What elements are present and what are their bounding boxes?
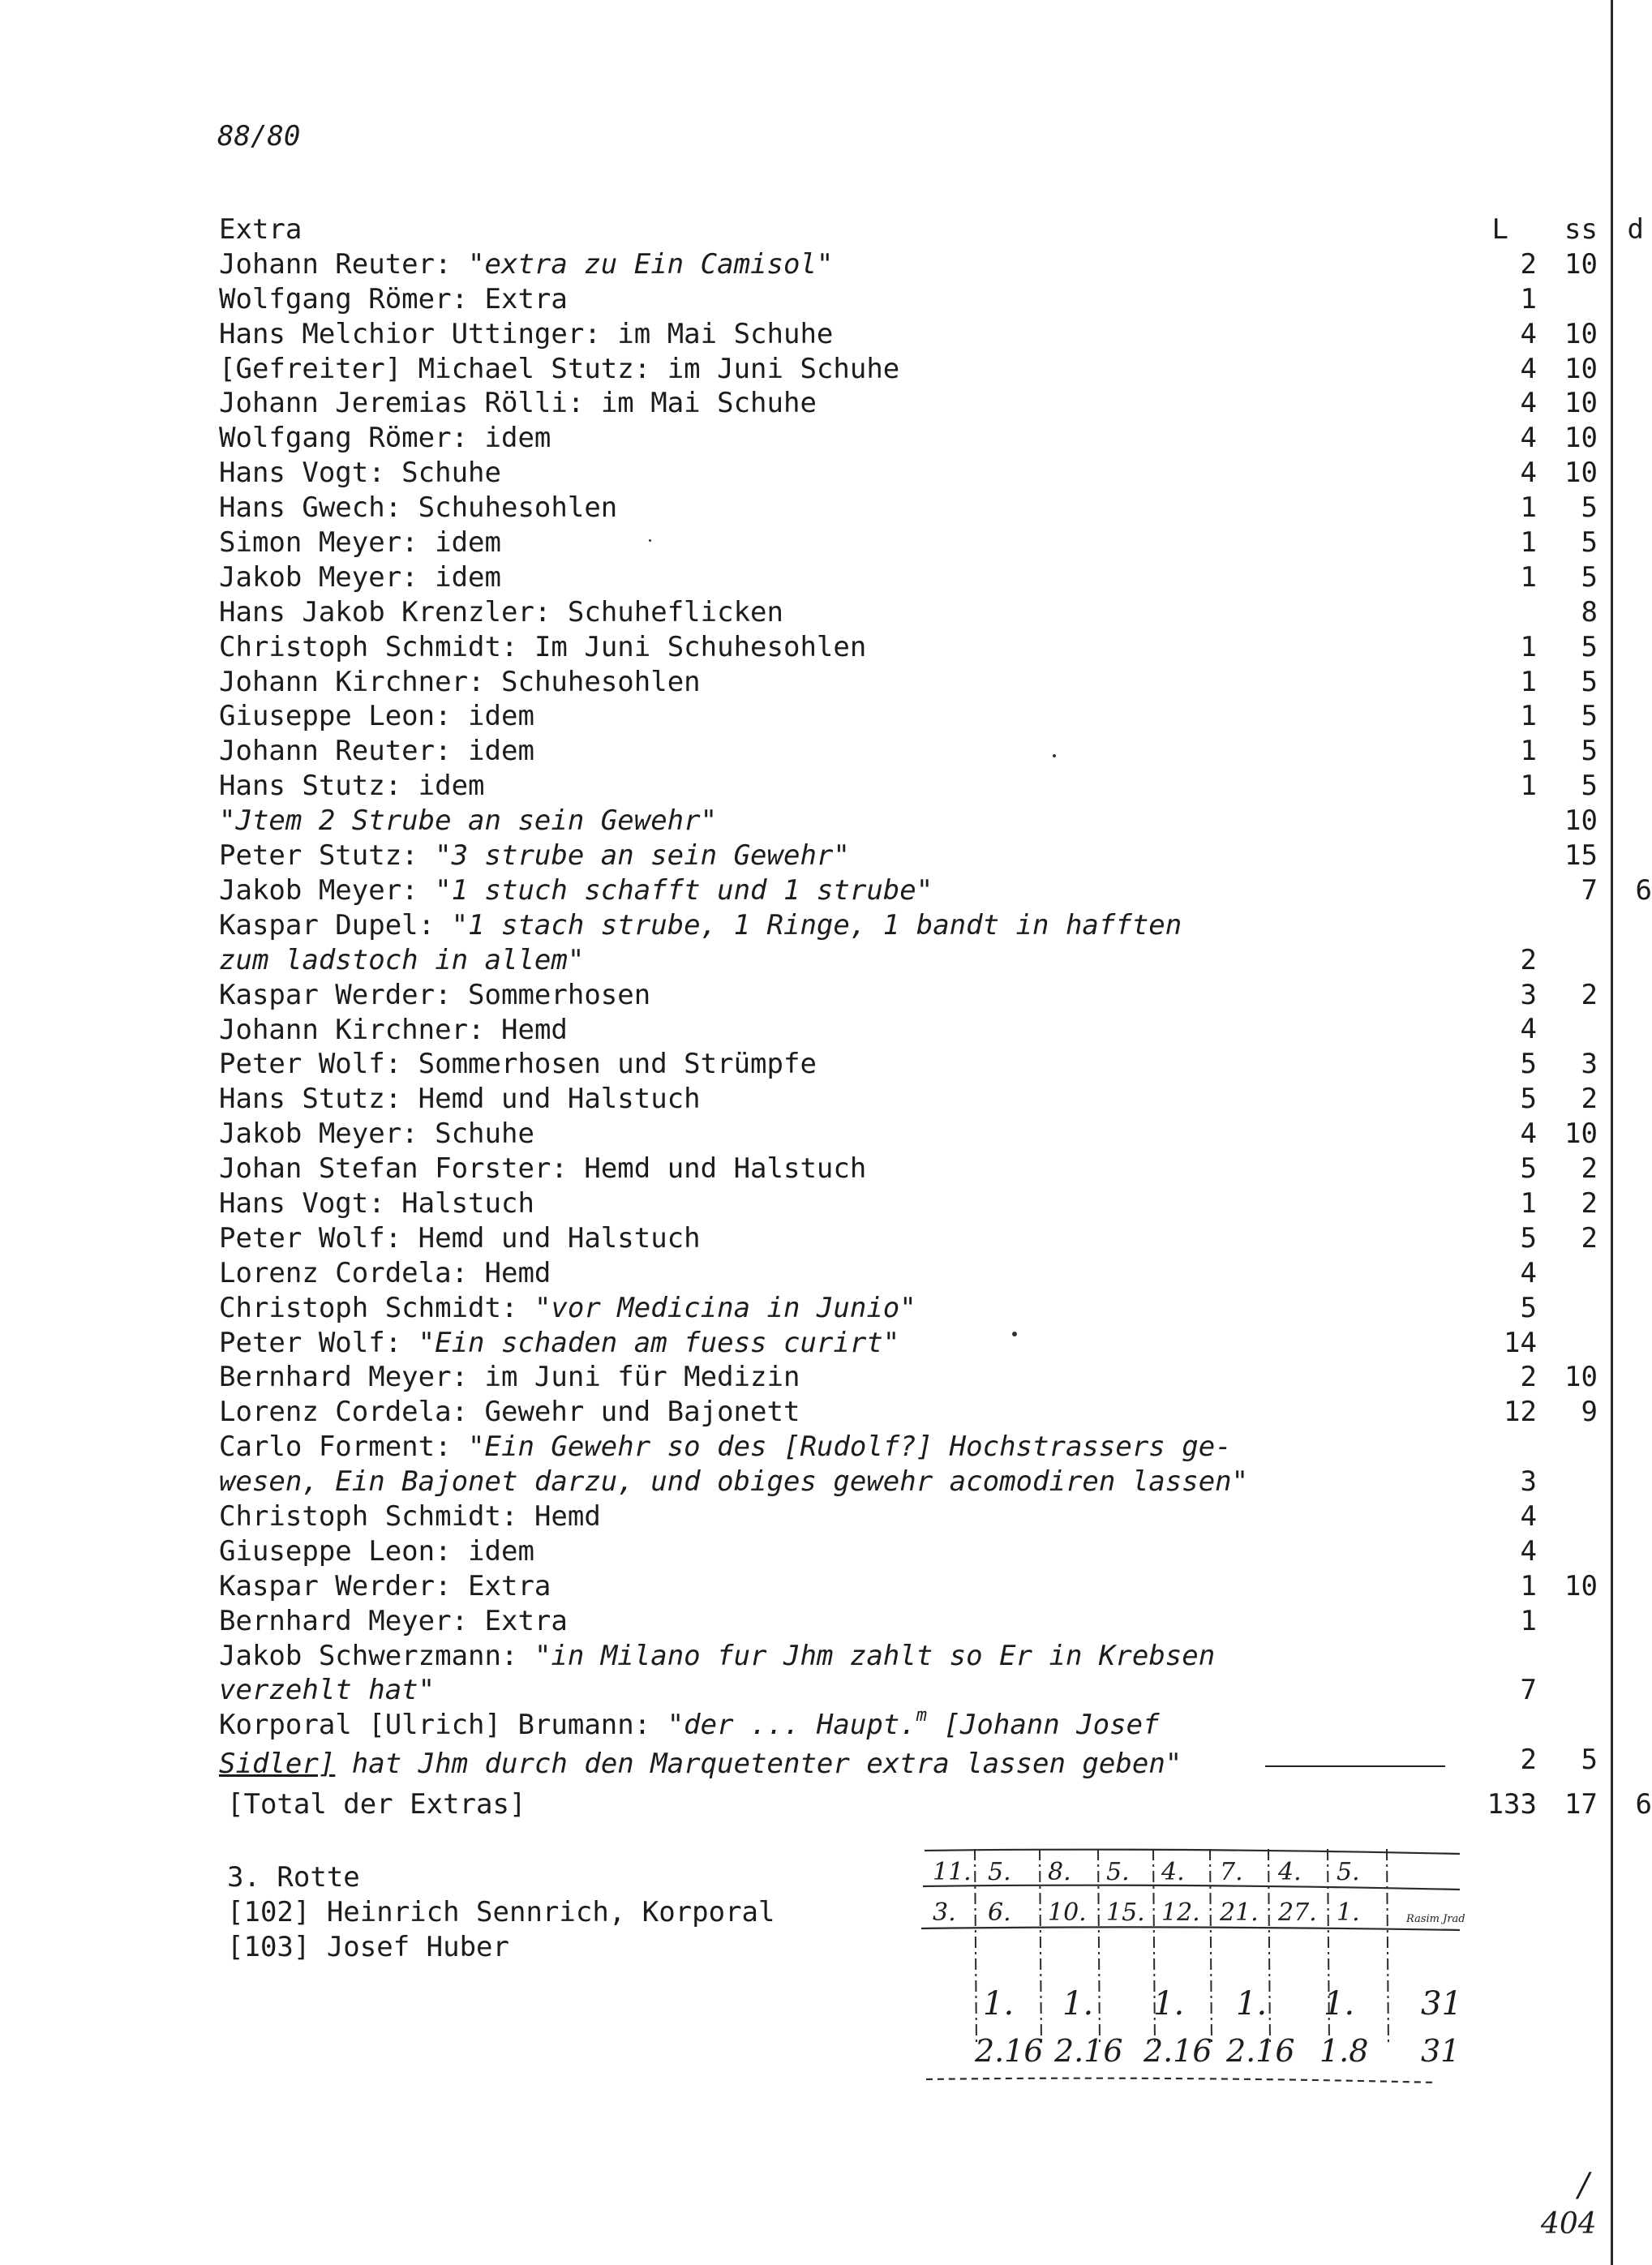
row-person: Carlo Forment:: [219, 1431, 469, 1464]
row-item: Extra: [484, 282, 568, 315]
row-description: [219, 769, 1265, 804]
table-row: [219, 421, 1598, 456]
amount-L: 1: [1520, 560, 1537, 594]
amount-ss: 8: [1581, 595, 1598, 628]
snippet-entry: 2.16: [1144, 2033, 1212, 2069]
amount-ss: 9: [1581, 1396, 1598, 1429]
header-extra: Extra: [219, 213, 303, 246]
row-description: [219, 1604, 1265, 1639]
row-item: Hemd und Halstuch: [418, 1221, 701, 1255]
footer-check-mark: /: [1578, 2167, 1590, 2204]
row-person: Hans Jakob Krenzler:: [219, 595, 568, 628]
row-description: [219, 804, 1265, 839]
snippet-entry: 1.: [1062, 1985, 1094, 2023]
row-person: Hans Stutz:: [219, 1083, 418, 1116]
amount-ss: 10: [1564, 1569, 1598, 1602]
amount-ss: 2: [1581, 1186, 1598, 1220]
row-person: Giuseppe Leon:: [219, 700, 469, 733]
row-description: [219, 491, 1265, 525]
rotte-section: [227, 1860, 775, 1965]
snippet-entry: 1.8: [1319, 2033, 1369, 2069]
row-item: idem: [468, 735, 534, 768]
snippet-entry: 1.: [1153, 1985, 1185, 2023]
table-row: [219, 665, 1598, 700]
row-description: [219, 1117, 1265, 1152]
row-person: Christoph Schmidt:: [219, 1291, 534, 1324]
table-row: [219, 1256, 1537, 1291]
row-person: Johann Kirchner:: [219, 665, 501, 698]
header-L: L: [1491, 212, 1508, 246]
row-item: "1 stuch schafft und 1 strube": [435, 873, 933, 907]
row-item: "1 stach strube, 1 Ringe, 1 bandt in hafften zum ladstoch in allem": [219, 908, 1182, 976]
row-person: Simon Meyer:: [219, 526, 436, 560]
row-person: Johann Reuter:: [219, 735, 469, 768]
snippet-entry: 1.: [983, 1985, 1015, 2023]
row-item: idem: [468, 1534, 534, 1568]
table-header-row: [219, 212, 1644, 247]
row-person: Jakob Meyer:: [219, 1117, 436, 1151]
row-person: Johan Stefan Forster:: [219, 1152, 585, 1186]
total-row: [219, 1787, 1652, 1822]
snippet-corner-label: Rasim Jrad: [1406, 1913, 1465, 1925]
amount-ss: 5: [1581, 770, 1598, 803]
amount-ss: 10: [1564, 804, 1598, 838]
amount-ss: 2: [1581, 978, 1598, 1011]
amount-L: 4: [1520, 457, 1537, 490]
row-item: im Juni für Medizin: [484, 1361, 800, 1394]
amount-ss: 7: [1581, 873, 1598, 907]
row-person: Lorenz Cordela:: [219, 1396, 485, 1429]
table-row: [219, 839, 1598, 873]
amount-L: 1: [1520, 735, 1537, 768]
snippet-entry: 2.16: [1226, 2033, 1295, 2069]
table-row: [219, 1395, 1598, 1430]
row-description: [219, 352, 1265, 387]
snippet-entry: 2.16: [975, 2033, 1044, 2069]
snippet-divider: [975, 1849, 976, 2045]
table-row: [219, 804, 1598, 839]
table-row: [219, 1291, 1537, 1326]
row-person: [Gefreiter] Michael Stutz:: [219, 352, 667, 385]
table-row: [219, 908, 1537, 978]
table-row: [219, 247, 1598, 282]
row-item: idem: [435, 560, 501, 594]
table-row: [219, 525, 1598, 560]
row-description: [219, 1395, 1265, 1430]
table-row: [219, 317, 1598, 352]
table-row: [219, 630, 1598, 665]
rotte-member: [102] Heinrich Sennrich, Korporal: [227, 1896, 775, 1928]
row-description: [219, 1082, 1265, 1117]
row-item: Hemd: [484, 1256, 551, 1289]
row-item: Schuheflicken: [567, 595, 783, 628]
sum-rule: [1265, 1765, 1445, 1767]
table-row: [219, 1499, 1537, 1534]
row-item: im Juni Schuhe: [667, 352, 900, 385]
amount-ss: 15: [1564, 839, 1598, 873]
row-person: Hans Melchior Uttinger:: [219, 317, 618, 350]
amount-ss: 10: [1564, 352, 1598, 385]
table-row: [219, 1117, 1598, 1152]
table-row: [219, 456, 1598, 491]
snippet-entry: 10.: [1048, 1898, 1087, 1927]
row-person: Jakob Meyer:: [219, 873, 436, 907]
amount-L: 4: [1520, 317, 1537, 350]
snippet-bottom-line: [926, 2078, 1437, 2083]
row-item: Schuhesohlen: [501, 665, 701, 698]
amount-ss: 10: [1564, 422, 1598, 455]
row-person: Lorenz Cordela:: [219, 1256, 485, 1289]
snippet-line-3: [921, 1927, 1460, 1930]
amount-L: 1: [1520, 1186, 1537, 1220]
table-body: [219, 247, 1652, 1708]
snippet-divider: [1040, 1849, 1041, 2045]
snippet-entry: 21.: [1220, 1898, 1259, 1927]
amount-L: 2: [1520, 1744, 1537, 1777]
snippet-entry: 2.16: [1054, 2033, 1123, 2069]
ink-speck: [1053, 754, 1056, 757]
table-row: [219, 699, 1598, 734]
table-row: [219, 560, 1598, 595]
amount-L: 4: [1520, 1499, 1537, 1533]
row-person: Peter Wolf:: [219, 1326, 418, 1359]
snippet-divider: [1210, 1849, 1212, 2045]
amount-ss: 5: [1581, 630, 1598, 663]
amount-L: 1: [1520, 526, 1537, 559]
amount-ss: 5: [1581, 735, 1598, 768]
table-row: [219, 1326, 1537, 1361]
row-item: idem: [484, 422, 551, 455]
amount-L: 1: [1520, 1569, 1537, 1602]
amount-L: 4: [1520, 1534, 1537, 1568]
row-item: "Jtem 2 Strube an sein Gewehr": [219, 804, 718, 838]
table-row: [219, 595, 1598, 630]
amount-ss: 10: [1564, 1117, 1598, 1151]
extras-table: [219, 212, 1652, 1781]
row-item: Hemd und Halstuch: [584, 1152, 867, 1186]
footer-page-number: 404: [1541, 2207, 1597, 2241]
row-person: Korporal [Ulrich] Brumann:: [219, 1709, 667, 1742]
row-person: Bernhard Meyer:: [219, 1361, 485, 1394]
row-description: [219, 1291, 1265, 1326]
row-person: Christoph Schmidt:: [219, 1499, 534, 1533]
snippet-entry: 15.: [1106, 1898, 1145, 1927]
table-row: [219, 1639, 1537, 1709]
sidler-underlined: Sidler]: [219, 1748, 336, 1781]
amount-ss: 5: [1581, 1744, 1598, 1777]
snippet-entry: 8.: [1048, 1858, 1071, 1886]
table-row: [219, 491, 1598, 525]
snippet-divider: [1098, 1849, 1100, 2045]
amount-L: 1: [1520, 700, 1537, 733]
amount-ss: 10: [1564, 317, 1598, 350]
row-description: [219, 1569, 1265, 1604]
row-person: Johann Reuter:: [219, 247, 469, 281]
table-row: [219, 873, 1652, 908]
row-description: [219, 560, 1265, 595]
table-row: [219, 282, 1537, 317]
amount-L: 14: [1504, 1326, 1537, 1359]
amount-L: 2: [1520, 247, 1537, 281]
row-description: [219, 1499, 1265, 1534]
snippet-top-line: [925, 1850, 1460, 1854]
amount-ss: 10: [1564, 247, 1598, 281]
amount-L: 2: [1520, 943, 1537, 976]
row-person: Hans Stutz:: [219, 770, 418, 803]
snippet-entry: 7.: [1220, 1858, 1243, 1886]
amount-ss: 5: [1581, 665, 1598, 698]
total-L: 133: [1487, 1788, 1537, 1821]
row-item: "Ein schaden am fuess curirt": [418, 1326, 900, 1359]
amount-L: 1: [1520, 282, 1537, 315]
amount-L: 5: [1520, 1083, 1537, 1116]
row-description: [219, 1152, 1265, 1186]
row-person: Wolfgang Römer:: [219, 282, 485, 315]
amount-ss: 3: [1581, 1048, 1598, 1081]
snippet-entry: 3.: [933, 1898, 956, 1927]
row-description: [219, 421, 1265, 456]
table-row: [219, 1569, 1598, 1604]
row-item: Schuhe: [435, 1117, 534, 1151]
amount-L: 4: [1520, 352, 1537, 385]
row-item: Hemd: [501, 1013, 568, 1046]
page-reference: 88/80: [217, 120, 301, 152]
snippet-divider: [1268, 1849, 1270, 2045]
row-description: [219, 873, 1265, 908]
amount-L: 2: [1520, 1361, 1537, 1394]
amount-ss: 5: [1581, 491, 1598, 525]
row-item: Hemd: [534, 1499, 601, 1533]
table-row: [219, 352, 1598, 387]
row-item: Gewehr und Bajonett: [484, 1396, 800, 1429]
total-ss: 17: [1564, 1788, 1598, 1821]
row-description: [219, 1534, 1265, 1569]
row-item: Schuhe: [401, 457, 501, 490]
ink-speck: [649, 539, 651, 542]
row-item-quote-end: hat Jhm durch den Marquetenter extra lassen geben": [335, 1748, 1182, 1781]
row-description: [219, 386, 1265, 421]
row-description: [219, 1047, 1265, 1082]
table-row: [219, 1186, 1598, 1221]
table-row: [219, 1152, 1598, 1186]
row-description: [219, 665, 1265, 700]
amount-d: 6: [1635, 873, 1652, 907]
row-description: [219, 456, 1265, 491]
amount-L: 1: [1520, 770, 1537, 803]
amount-L: 1: [1520, 665, 1537, 698]
snippet-entry: 1.: [1324, 1985, 1355, 2023]
snippet-entry: 4.: [1278, 1858, 1302, 1886]
row-person: Kaspar Dupel:: [219, 908, 452, 942]
row-description: [219, 1221, 1265, 1256]
table-row: [219, 734, 1598, 769]
row-person: Giuseppe Leon:: [219, 1534, 469, 1568]
snippet-entry: 5.: [988, 1858, 1011, 1886]
amount-ss: 10: [1564, 457, 1598, 490]
amount-ss: 10: [1564, 387, 1598, 420]
snippet-entry: 5.: [1106, 1858, 1130, 1886]
row-description: [219, 1639, 1265, 1709]
amount-L: 1: [1520, 491, 1537, 525]
row-item: Halstuch: [401, 1186, 534, 1220]
page-edge-line: [1611, 0, 1613, 2265]
amount-L: 4: [1520, 1256, 1537, 1289]
total-label: [Total der Extras]: [227, 1788, 526, 1821]
row-description: [219, 630, 1265, 665]
handwritten-ledger-snippet: [918, 1842, 1470, 2102]
ink-speck: [1012, 1332, 1017, 1336]
snippet-entry: 6.: [988, 1898, 1011, 1927]
snippet-entry: 27.: [1278, 1898, 1317, 1927]
row-person: Johann Jeremias Rölli:: [219, 387, 601, 420]
amount-ss: 5: [1581, 560, 1598, 594]
row-item-quote: "der ... Haupt.: [667, 1709, 916, 1742]
row-item: Schuhesohlen: [418, 491, 618, 525]
table-row: [219, 769, 1598, 804]
row-description: [219, 247, 1265, 282]
amount-L: 1: [1520, 1604, 1537, 1637]
amount-L: 5: [1520, 1048, 1537, 1081]
row-person: Kaspar Werder:: [219, 1569, 469, 1602]
row-person: Hans Vogt:: [219, 457, 402, 490]
row-person: Johann Kirchner:: [219, 1013, 501, 1046]
row-person: Peter Wolf:: [219, 1048, 418, 1081]
snippet-entry: 31: [1421, 1985, 1462, 2023]
amount-L: 4: [1520, 1117, 1537, 1151]
table-row: [219, 1013, 1537, 1048]
header-ss: ss: [1564, 212, 1598, 246]
table-row: [219, 1430, 1537, 1499]
row-description: [219, 908, 1265, 978]
snippet-entry: 12.: [1161, 1898, 1200, 1927]
row-description: [219, 595, 1265, 630]
snippet-entry: 11.: [933, 1858, 972, 1886]
table-row: [219, 1534, 1537, 1569]
amount-L: 4: [1520, 387, 1537, 420]
row-item: idem: [468, 700, 534, 733]
row-description: [219, 699, 1265, 734]
row-person: Kaspar Werder:: [219, 978, 469, 1011]
row-description: [219, 978, 1265, 1013]
amount-L: 5: [1520, 1221, 1537, 1255]
amount-L: 12: [1504, 1396, 1537, 1429]
row-item: im Mai Schuhe: [617, 317, 834, 350]
row-description: [219, 1186, 1265, 1221]
row-description: [219, 734, 1265, 769]
snippet-entry: 5.: [1337, 1858, 1360, 1886]
row-item: Sommerhosen und Strümpfe: [418, 1048, 817, 1081]
rotte-member: [103] Josef Huber: [227, 1931, 509, 1963]
row-item: idem: [435, 526, 501, 560]
table-row: [219, 1047, 1598, 1082]
row-item: im Mai Schuhe: [600, 387, 817, 420]
row-description: [219, 1326, 1265, 1361]
snippet-entry: 1.: [1236, 1985, 1268, 2023]
row-item: idem: [418, 770, 485, 803]
row-description: [219, 1256, 1265, 1291]
amount-ss: 5: [1581, 700, 1598, 733]
row-item: "vor Medicina in Junio": [534, 1291, 916, 1324]
amount-L: 3: [1520, 1465, 1537, 1499]
row-item: Extra: [468, 1569, 551, 1602]
row-description: [219, 839, 1265, 873]
row-item: "extra zu Ein Camisol": [468, 247, 834, 281]
row-description: [219, 1430, 1265, 1499]
row-item: "in Milano fur Jhm zahlt so Er in Krebsen verzehlt hat": [219, 1639, 1216, 1707]
row-person: Peter Wolf:: [219, 1221, 418, 1255]
row-person: Wolfgang Römer:: [219, 422, 485, 455]
amount-L: 5: [1520, 1291, 1537, 1324]
row-person: Jakob Meyer:: [219, 560, 436, 594]
table-row-brumann: [219, 1705, 1598, 1781]
amount-ss: 5: [1581, 526, 1598, 559]
row-item: Extra: [484, 1604, 568, 1637]
amount-L: 3: [1520, 978, 1537, 1011]
row-person: Hans Vogt:: [219, 1186, 402, 1220]
amount-ss: 10: [1564, 1361, 1598, 1394]
table-row: [219, 386, 1598, 421]
table-row: [219, 1221, 1598, 1256]
row-description: [219, 1360, 1265, 1395]
row-person: Jakob Schwerzmann:: [219, 1639, 534, 1672]
amount-ss: 2: [1581, 1152, 1598, 1186]
total-d: 6: [1635, 1788, 1652, 1821]
header-d: d: [1627, 212, 1644, 246]
row-person: Bernhard Meyer:: [219, 1604, 485, 1637]
amount-L: 7: [1520, 1674, 1537, 1707]
amount-L: 4: [1520, 1013, 1537, 1046]
snippet-entry: 31: [1421, 2033, 1461, 2069]
amount-L: 1: [1520, 630, 1537, 663]
amount-ss: 2: [1581, 1083, 1598, 1116]
row-description: [219, 317, 1265, 352]
table-row: [219, 978, 1598, 1013]
row-person: Hans Gwech:: [219, 491, 418, 525]
row-item: Sommerhosen: [468, 978, 651, 1011]
snippet-divider: [1387, 1849, 1388, 2045]
row-item: "3 strube an sein Gewehr": [435, 839, 850, 873]
row-item-quote-cont: [Johann Josef: [926, 1709, 1160, 1742]
amount-ss: 2: [1581, 1221, 1598, 1255]
row-description: [219, 1705, 1265, 1782]
rotte-title: 3. Rotte: [227, 1861, 360, 1894]
row-description: [219, 1013, 1265, 1048]
snippet-entry: 1.: [1337, 1898, 1360, 1927]
amount-L: 5: [1520, 1152, 1537, 1186]
row-item: "Ein Gewehr so des [Rudolf?] Hochstrassers ge- wesen, Ein Bajonet darzu, und obiges gewehr acomodiren lassen": [219, 1431, 1249, 1499]
table-row: [219, 1604, 1537, 1639]
row-person: Christoph Schmidt:: [219, 630, 534, 663]
row-person: Peter Stutz:: [219, 839, 436, 873]
row-description: [219, 525, 1265, 560]
snippet-entry: 4.: [1161, 1858, 1185, 1886]
row-description: [219, 282, 1265, 317]
snippet-text: [933, 1858, 1462, 2069]
amount-L: 4: [1520, 422, 1537, 455]
row-item: Hemd und Halstuch: [418, 1083, 701, 1116]
table-row: [219, 1360, 1598, 1395]
row-item: Im Juni Schuhesohlen: [534, 630, 867, 663]
superscript-m: m: [916, 1705, 927, 1727]
table-row: [219, 1082, 1598, 1117]
